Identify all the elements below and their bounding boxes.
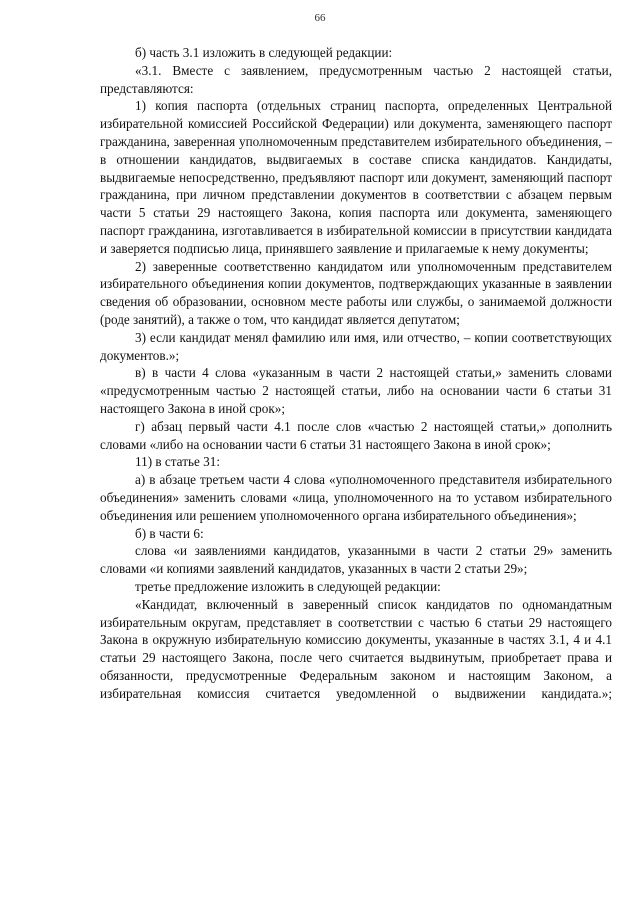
document-body [100, 44, 612, 702]
paragraph-2: «3.1. Вместе с заявлением, предусмотренным частью 2 настоящей статьи, представляются: [100, 62, 612, 96]
paragraph-10: б) в части 6: [135, 525, 204, 541]
paragraph-12: третье предложение изложить в следующей редакции: [135, 578, 441, 594]
paragraph-9: а) в абзаце третьем части 4 слова «уполномоченного представителя избирательного объединения» заменить словами «лица, уполномоченного на то уставом избирательного объединения или решением уполномоченного органа избирательного объединения»; [100, 472, 612, 523]
paragraph-5: 3) если кандидат менял фамилию или имя, или отчество, – копии соответствующих документов.»; [100, 329, 612, 363]
paragraph-1: б) часть 3.1 изложить в следующей редакции: [135, 45, 393, 60]
paragraph-13: «Кандидат, включенный в заверенный список кандидатов по одномандатным избирательным округам, представляет в соответствии с частью 6 статьи 29 настоящего Закона в окружную избирательную комиссию документы, указанные в частях 3.1, 4 и 4.1 статьи 29 настоящего Закона, после чего считается выдвинутым, приобретает права и обязанности, предусмотренные Федеральным законом и настоящим Законом, а избирательная комиссия считается уведомленной о выдвижении кандидата.»; [100, 596, 612, 701]
paragraph-8: 11) в статье 31: [135, 454, 220, 470]
paragraph-6: в) в части 4 слова «указанным в части 2 настоящей статьи,» заменить словами «предусмотренным частью 2 настоящей статьи, либо на основании части 6 статьи 31 настоящего Закона в иной срок»; [100, 365, 612, 416]
paragraph-4: 2) заверенные соответственно кандидатом или уполномоченным представителем избирательного объединения копии документов, подтверждающих указанные в заявлении сведения об образовании, основном месте работы или службы, о занимаемой должности (роде занятий), а также о том, что кандидат является депутатом; [100, 258, 612, 327]
paragraph-3: 1) копия паспорта (отдельных страниц паспорта, определенных Центральной избирательной комиссией Российской Федерации) или документа, заменяющего паспорт гражданина, заверенная уполномоченным представителем избирательного объединения, – в отношении кандидатов, выдвигаемых в составе списка кандидатов. Кандидаты, выдвигаемые непосредственно, предъявляют паспорт или документ, заменяющий паспорт гражданина, при личном представлении документов в соответствии с абзацем первым части 5 статьи 29 настоящего Закона, копия паспорта или документа, заменяющего паспорт гражданина, изготавливается в избирательной комиссии в присутствии кандидата и заверяется подписью лица, принявшего заявление и прилагаемые к нему документы; [100, 98, 612, 256]
page-number: 66 [314, 12, 326, 24]
paragraph-7: г) абзац первый части 4.1 после слов «частью 2 настоящей статьи,» дополнить словами «либо на основании части 6 статьи 31 настоящего Закона в иной срок»; [100, 418, 612, 452]
paragraph-11: слова «и заявлениями кандидатов, указанными в части 2 статьи 29» заменить словами «и копиями заявлений кандидатов, указанных в части 2 статьи 29»; [100, 543, 612, 577]
